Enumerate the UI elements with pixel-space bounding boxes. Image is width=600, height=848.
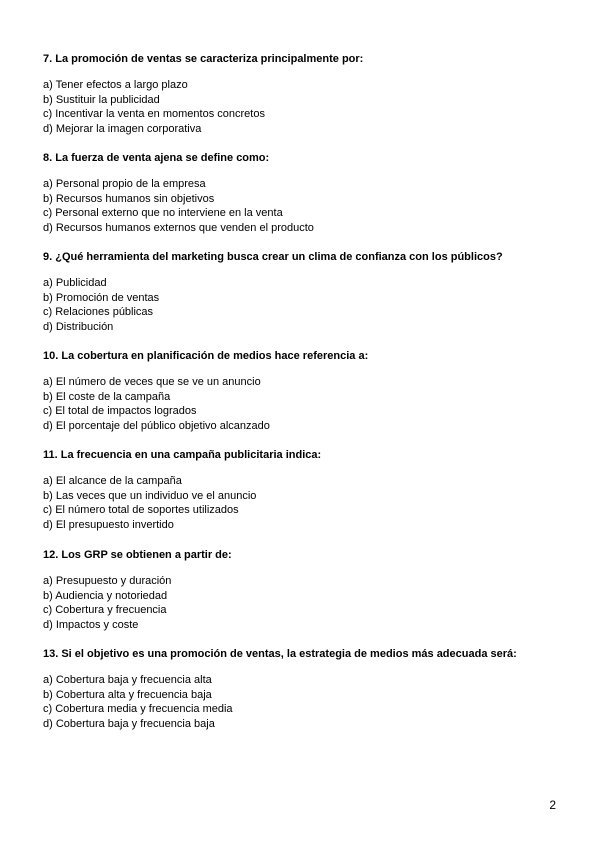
option-b: b) Las veces que un individuo ve el anuncio bbox=[43, 489, 257, 502]
options-list bbox=[43, 474, 563, 532]
option-d: d) Recursos humanos externos que venden el producto bbox=[43, 221, 314, 234]
option-d: d) Impactos y coste bbox=[43, 618, 139, 631]
question-title: 8. La fuerza de venta ajena se define como: bbox=[43, 152, 270, 164]
option-b: b) Sustituir la publicidad bbox=[43, 93, 160, 106]
question-title: 7. La promoción de ventas se caracteriza principalmente por: bbox=[43, 53, 364, 65]
question-10 bbox=[43, 349, 563, 433]
question-12 bbox=[43, 548, 563, 632]
option-a: a) Personal propio de la empresa bbox=[43, 178, 206, 190]
options-list bbox=[43, 673, 563, 731]
option-c: c) Cobertura media y frecuencia media bbox=[43, 703, 233, 716]
option-a: a) El alcance de la campaña bbox=[43, 475, 182, 487]
question-13 bbox=[43, 647, 563, 731]
question-7 bbox=[43, 52, 563, 136]
question-title: 12. Los GRP se obtienen a partir de: bbox=[43, 549, 232, 561]
question-8 bbox=[43, 151, 563, 235]
question-title: 13. Si el objetivo es una promoción de ventas, la estrategia de medios más adecuada será: bbox=[43, 648, 517, 660]
option-b: b) Promoción de ventas bbox=[43, 291, 160, 304]
option-a: a) El número de veces que se ve un anuncio bbox=[43, 376, 261, 388]
option-a: a) Tener efectos a largo plazo bbox=[43, 79, 188, 91]
options-list bbox=[43, 375, 563, 433]
option-c: c) Incentivar la venta en momentos concretos bbox=[43, 108, 265, 121]
option-d: d) Mejorar la imagen corporativa bbox=[43, 122, 202, 135]
options-list bbox=[43, 177, 563, 235]
options-list bbox=[43, 78, 563, 136]
option-a: a) Presupuesto y duración bbox=[43, 575, 172, 587]
option-c: c) Cobertura y frecuencia bbox=[43, 604, 167, 617]
page-number: 2 bbox=[549, 798, 556, 812]
question-title: 11. La frecuencia en una campaña publicitaria indica: bbox=[43, 449, 322, 461]
option-d: d) Distribución bbox=[43, 320, 114, 333]
option-a: a) Publicidad bbox=[43, 277, 107, 289]
question-title: 10. La cobertura en planificación de medios hace referencia a: bbox=[43, 350, 369, 362]
option-c: c) Personal externo que no interviene en la venta bbox=[43, 207, 283, 220]
option-d: d) El porcentaje del público objetivo alcanzado bbox=[43, 419, 270, 432]
option-b: b) El coste de la campaña bbox=[43, 390, 171, 403]
question-title: 9. ¿Qué herramienta del marketing busca crear un clima de confianza con los públicos? bbox=[43, 251, 503, 263]
option-c: c) Relaciones públicas bbox=[43, 306, 154, 319]
option-c: c) El total de impactos logrados bbox=[43, 405, 197, 418]
option-d: d) El presupuesto invertido bbox=[43, 518, 174, 531]
option-b: b) Cobertura alta y frecuencia baja bbox=[43, 688, 212, 701]
question-11 bbox=[43, 448, 563, 532]
option-c: c) El número total de soportes utilizados bbox=[43, 504, 239, 517]
option-b: b) Audiencia y notoriedad bbox=[43, 589, 168, 602]
question-9 bbox=[43, 250, 563, 334]
options-list bbox=[43, 276, 563, 334]
option-a: a) Cobertura baja y frecuencia alta bbox=[43, 674, 212, 686]
option-d: d) Cobertura baja y frecuencia baja bbox=[43, 717, 215, 730]
options-list bbox=[43, 574, 563, 632]
option-b: b) Recursos humanos sin objetivos bbox=[43, 192, 215, 205]
